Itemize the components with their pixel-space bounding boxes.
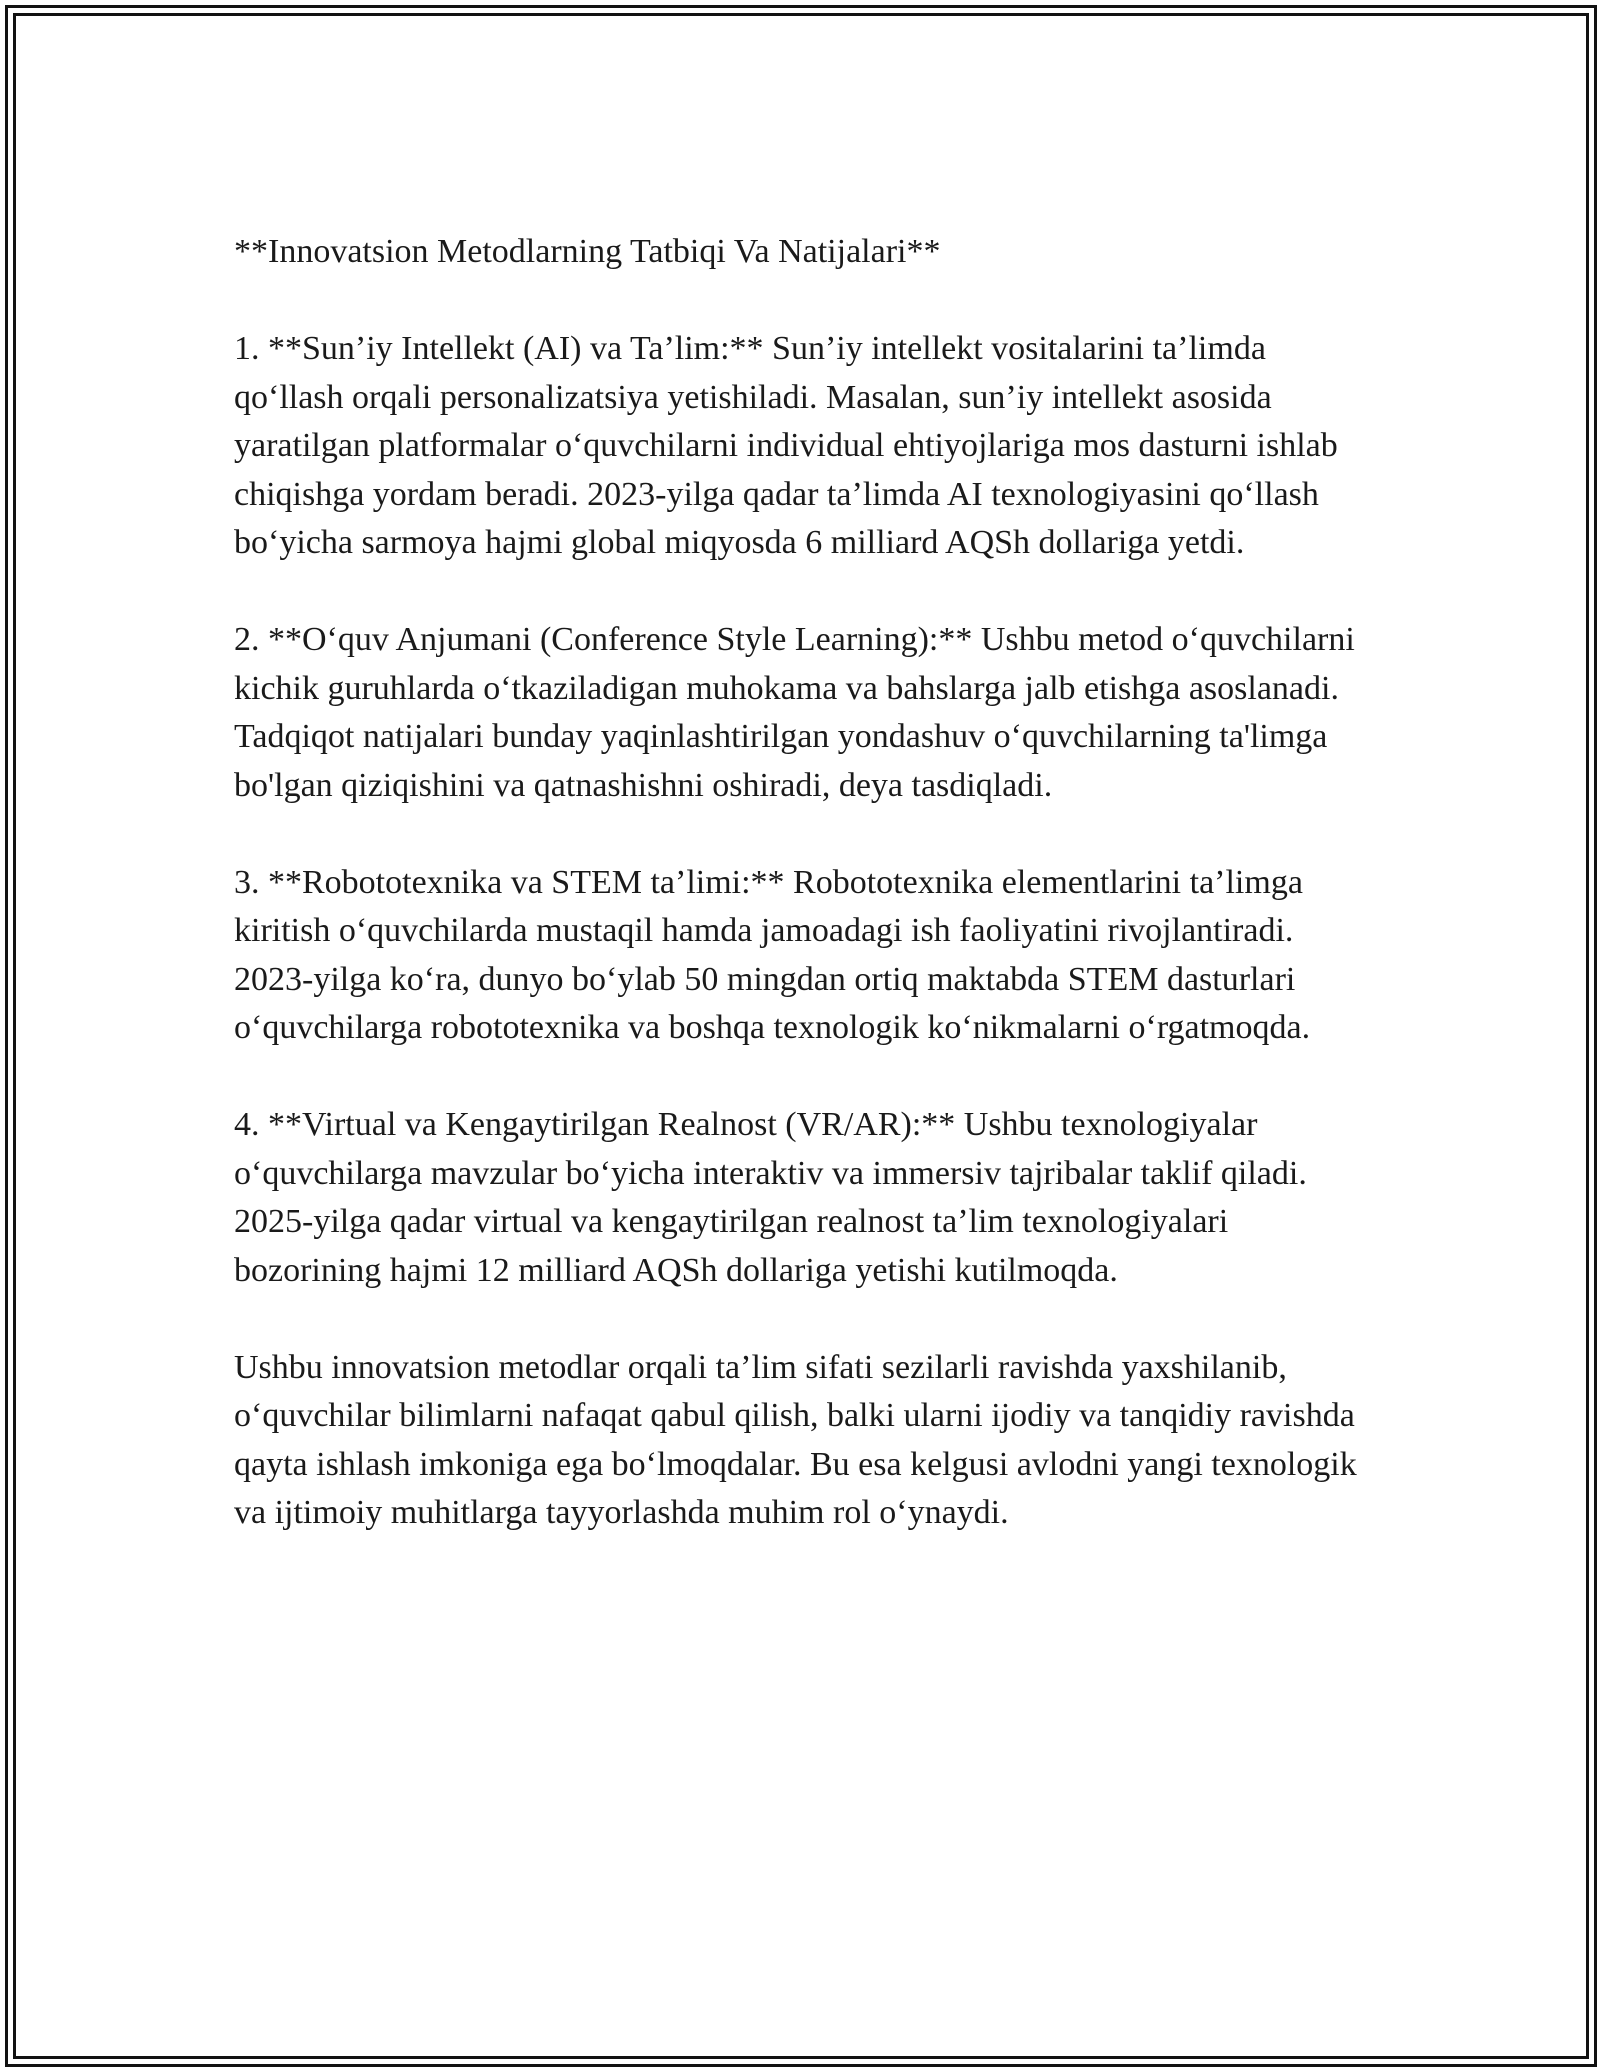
- document-title: **Innovatsion Metodlarning Tatbiqi Va Natijalari**: [234, 233, 941, 270]
- conclusion-paragraph: Ushbu innovatsion metodlar orqali ta’lim sifati sezilarli ravishda yaxshilanib, o‘quvchilar bilimlarni nafaqat qabul qilish, balki ularni ijodiy va tanqidiy ravishda qayta ishlash imkoniga ega bo‘lmoqdalar. Bu esa kelgusi avlodni yangi texnologik va ijtimoiy muhitlarga tayyorlashda muhim rol o‘ynaydi.: [234, 1348, 1357, 1531]
- list-item-robotics-stem: 3. **Robototexnika va STEM ta’limi:** Robototexnika elementlarini ta’limga kiritish o‘quvchilarda mustaqil hamda jamoadagi ish faoliyatini rivojlantiradi. 2023-yilga ko‘ra, dunyo bo‘ylab 50 mingdan ortiq maktabda STEM dasturlari o‘quvchilarga robototexnika va boshqa texnologik ko‘nikmalarni o‘rgatmoqda.: [234, 863, 1311, 1046]
- list-item-ai: 1. **Sun’iy Intellekt (AI) va Ta’lim:** Sun’iy intellekt vositalarini ta’limda qo‘llash orqali personalizatsiya yetishiladi. Masalan, sun’iy intellekt asosida yaratilgan platformalar o‘quvchilarni individual ehtiyojlariga mos dasturni ishlab chiqishga yordam beradi. 2023-yilga qadar ta’limda AI texnologiyasini qo‘llash bo‘yicha sarmoya hajmi global miqyosda 6 milliard AQSh dollariga yetdi.: [234, 330, 1338, 561]
- list-item-conference-learning: 2. **O‘quv Anjumani (Conference Style Learning):** Ushbu metod o‘quvchilarni kichik guruhlarda o‘tkaziladigan muhokama va bahslarga jalb etishga asoslanadi. Tadqiqot natijalari bunday yaqinlashtirilgan yondashuv o‘quvchilarning ta'limga bo'lgan qiziqishini va qatnashishni oshiradi, deya tasdiqladi.: [234, 621, 1355, 804]
- list-item-vr-ar: 4. **Virtual va Kengaytirilgan Realnost (VR/AR):** Ushbu texnologiyalar o‘quvchilarga mavzular bo‘yicha interaktiv va immersiv tajribalar taklif qiladi. 2025-yilga qadar virtual va kengaytirilgan realnost ta’lim texnologiyalari bozorining hajmi 12 milliard AQSh dollariga yetishi kutilmoqda.: [234, 1106, 1307, 1289]
- document-body: [234, 228, 1374, 1538]
